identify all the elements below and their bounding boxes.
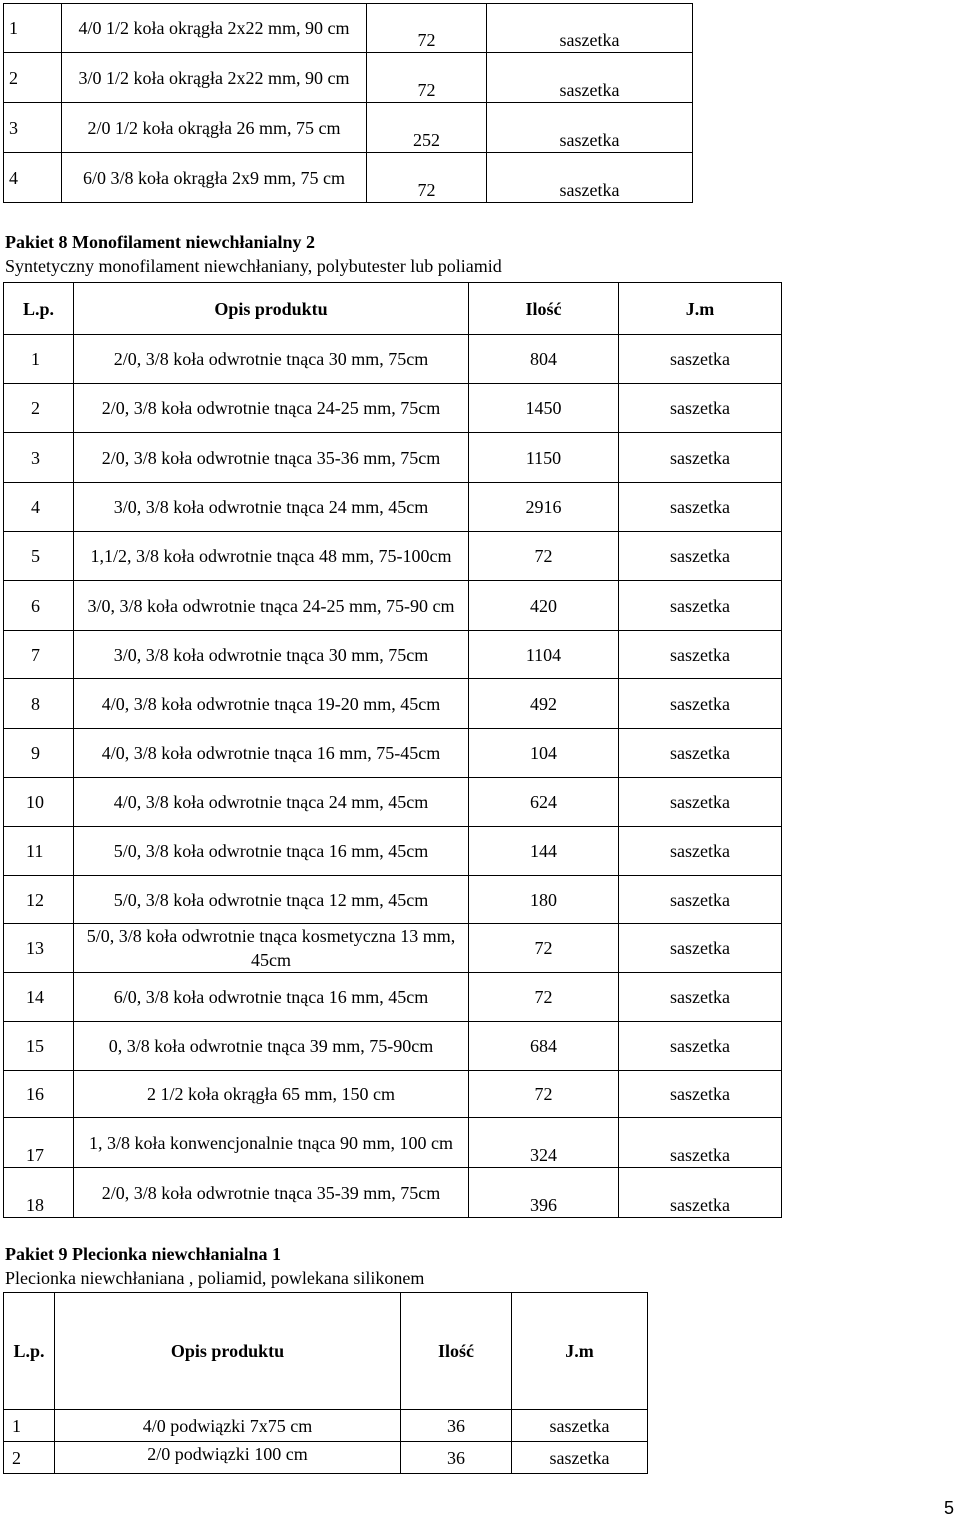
- ilosc-cell: 492: [469, 679, 619, 729]
- ilosc-cell: 72: [469, 532, 619, 581]
- opis-cell: 4/0, 3/8 koła odwrotnie tnąca 24 mm, 45cm: [74, 778, 469, 827]
- table-pakiet8: [3, 282, 782, 1218]
- jm-cell: saszetka: [512, 1410, 648, 1442]
- ilosc-cell: 2916: [469, 483, 619, 532]
- ilosc-cell: 252: [367, 103, 487, 153]
- jm-cell: saszetka: [619, 973, 782, 1022]
- ilosc-cell: 324: [469, 1118, 619, 1168]
- jm-cell: saszetka: [487, 153, 693, 203]
- table-row: [4, 679, 782, 729]
- lp-cell: 1: [4, 1410, 55, 1442]
- ilosc-cell: 72: [469, 1071, 619, 1118]
- ilosc-cell: 36: [401, 1410, 512, 1442]
- opis-cell: 2/0, 3/8 koła odwrotnie tnąca 30 mm, 75cm: [74, 335, 469, 384]
- table-row: [4, 384, 782, 433]
- jm-cell: saszetka: [619, 679, 782, 729]
- jm-cell: saszetka: [487, 103, 693, 153]
- jm-cell: saszetka: [619, 1071, 782, 1118]
- pakiet8-subtitle: Syntetyczny monofilament niewchłaniany, polybutester lub poliamid: [5, 256, 502, 276]
- lp-cell: 16: [4, 1071, 74, 1118]
- jm-cell: saszetka: [487, 53, 693, 103]
- lp-cell: 2: [4, 53, 62, 103]
- table-row: [4, 433, 782, 483]
- table-row: [4, 1118, 782, 1168]
- jm-cell: saszetka: [619, 1022, 782, 1071]
- jm-cell: saszetka: [619, 631, 782, 679]
- jm-cell: saszetka: [619, 335, 782, 384]
- lp-cell: 4: [4, 153, 62, 203]
- table-row: [4, 335, 782, 384]
- table-row: [4, 4, 693, 53]
- opis-cell: 4/0, 3/8 koła odwrotnie tnąca 19-20 mm, 45cm: [74, 679, 469, 729]
- table-row: [4, 532, 782, 581]
- jm-cell: saszetka: [619, 1118, 782, 1168]
- ilosc-cell: 420: [469, 581, 619, 631]
- table-row: [4, 973, 782, 1022]
- table-row: [4, 53, 693, 103]
- pakiet9-heading: [5, 1242, 424, 1290]
- jm-cell: saszetka: [619, 483, 782, 532]
- lp-cell: 9: [4, 729, 74, 778]
- lp-cell: 11: [4, 827, 74, 876]
- jm-cell: saszetka: [619, 729, 782, 778]
- opis-cell: 5/0, 3/8 koła odwrotnie tnąca 12 mm, 45cm: [74, 876, 469, 924]
- opis-cell: 1,1/2, 3/8 koła odwrotnie tnąca 48 mm, 75-100cm: [74, 532, 469, 581]
- page-number: 5: [943, 1498, 954, 1518]
- table-row: [4, 1071, 782, 1118]
- header-opis: Opis produktu: [55, 1293, 401, 1410]
- header-ilosc: Ilość: [469, 283, 619, 335]
- jm-cell: saszetka: [619, 1168, 782, 1218]
- pakiet9-subtitle: Plecionka niewchłaniana , poliamid, powlekana silikonem: [5, 1268, 425, 1288]
- ilosc-cell: 804: [469, 335, 619, 384]
- table-continuation: [3, 3, 693, 203]
- opis-cell: 4/0 1/2 koła okrągła 2x22 mm, 90 cm: [62, 4, 367, 53]
- header-jm: J.m: [512, 1293, 648, 1410]
- table-row: [4, 827, 782, 876]
- lp-cell: 3: [4, 103, 62, 153]
- table-row: [4, 153, 693, 203]
- table-row: [4, 483, 782, 532]
- jm-cell: saszetka: [619, 581, 782, 631]
- lp-cell: 3: [4, 433, 74, 483]
- ilosc-cell: 396: [469, 1168, 619, 1218]
- table-row: [4, 778, 782, 827]
- ilosc-cell: 72: [367, 4, 487, 53]
- ilosc-cell: 36: [401, 1442, 512, 1474]
- jm-cell: saszetka: [619, 433, 782, 483]
- ilosc-cell: 144: [469, 827, 619, 876]
- table-row: [4, 876, 782, 924]
- lp-cell: 12: [4, 876, 74, 924]
- jm-cell: saszetka: [619, 876, 782, 924]
- table-row: [4, 1022, 782, 1071]
- ilosc-cell: 72: [367, 153, 487, 203]
- opis-cell: 2 1/2 koła okrągła 65 mm, 150 cm: [74, 1071, 469, 1118]
- header-lp: L.p.: [4, 1293, 55, 1410]
- header-ilosc: Ilość: [401, 1293, 512, 1410]
- lp-cell: 5: [4, 532, 74, 581]
- lp-cell: 14: [4, 973, 74, 1022]
- table-row: [4, 924, 782, 973]
- jm-cell: saszetka: [512, 1442, 648, 1474]
- opis-cell: 5/0, 3/8 koła odwrotnie tnąca 16 mm, 45cm: [74, 827, 469, 876]
- opis-cell: 3/0, 3/8 koła odwrotnie tnąca 24-25 mm, 75-90 cm: [74, 581, 469, 631]
- opis-cell: 2/0 podwiązki 100 cm: [55, 1442, 401, 1474]
- ilosc-cell: 72: [469, 973, 619, 1022]
- lp-cell: 1: [4, 335, 74, 384]
- table-header-row: [4, 283, 782, 335]
- lp-cell: 2: [4, 384, 74, 433]
- pakiet9-title: Pakiet 9 Plecionka niewchłanialna 1: [5, 1244, 282, 1264]
- table-pakiet9: [3, 1292, 648, 1474]
- ilosc-cell: 104: [469, 729, 619, 778]
- opis-cell: 3/0, 3/8 koła odwrotnie tnąca 24 mm, 45cm: [74, 483, 469, 532]
- opis-cell: 5/0, 3/8 koła odwrotnie tnąca kosmetyczna 13 mm, 45cm: [74, 924, 469, 973]
- table-row: [4, 103, 693, 153]
- jm-cell: saszetka: [619, 827, 782, 876]
- pakiet8-heading: [5, 230, 502, 278]
- jm-cell: saszetka: [487, 4, 693, 53]
- lp-cell: 13: [4, 924, 74, 973]
- opis-cell: 1, 3/8 koła konwencjonalnie tnąca 90 mm, 100 cm: [74, 1118, 469, 1168]
- lp-cell: 1: [4, 4, 62, 53]
- opis-cell: 6/0 3/8 koła okrągła 2x9 mm, 75 cm: [62, 153, 367, 203]
- table-row: [4, 1168, 782, 1218]
- ilosc-cell: 684: [469, 1022, 619, 1071]
- opis-cell: 2/0, 3/8 koła odwrotnie tnąca 24-25 mm, 75cm: [74, 384, 469, 433]
- lp-cell: 6: [4, 581, 74, 631]
- opis-cell: 2/0 1/2 koła okrągła 26 mm, 75 cm: [62, 103, 367, 153]
- table-row: [4, 581, 782, 631]
- table-row: [4, 729, 782, 778]
- pakiet8-title: Pakiet 8 Monofilament niewchłanialny 2: [5, 232, 315, 252]
- lp-cell: 4: [4, 483, 74, 532]
- jm-cell: saszetka: [619, 532, 782, 581]
- ilosc-cell: 624: [469, 778, 619, 827]
- opis-cell: 3/0 1/2 koła okrągła 2x22 mm, 90 cm: [62, 53, 367, 103]
- header-jm: J.m: [619, 283, 782, 335]
- lp-cell: 2: [4, 1442, 55, 1474]
- ilosc-cell: 1104: [469, 631, 619, 679]
- lp-cell: 10: [4, 778, 74, 827]
- header-lp: L.p.: [4, 283, 74, 335]
- opis-cell: 3/0, 3/8 koła odwrotnie tnąca 30 mm, 75cm: [74, 631, 469, 679]
- lp-cell: 15: [4, 1022, 74, 1071]
- table-row: [4, 631, 782, 679]
- table-header-row: [4, 1293, 648, 1410]
- opis-cell: 0, 3/8 koła odwrotnie tnąca 39 mm, 75-90cm: [74, 1022, 469, 1071]
- jm-cell: saszetka: [619, 778, 782, 827]
- lp-cell: 8: [4, 679, 74, 729]
- ilosc-cell: 72: [367, 53, 487, 103]
- ilosc-cell: 1450: [469, 384, 619, 433]
- opis-cell: 4/0, 3/8 koła odwrotnie tnąca 16 mm, 75-45cm: [74, 729, 469, 778]
- opis-cell: 6/0, 3/8 koła odwrotnie tnąca 16 mm, 45cm: [74, 973, 469, 1022]
- lp-cell: 18: [4, 1168, 74, 1218]
- jm-cell: saszetka: [619, 384, 782, 433]
- opis-cell: 4/0 podwiązki 7x75 cm: [55, 1410, 401, 1442]
- ilosc-cell: 1150: [469, 433, 619, 483]
- ilosc-cell: 180: [469, 876, 619, 924]
- opis-cell: 2/0, 3/8 koła odwrotnie tnąca 35-39 mm, 75cm: [74, 1168, 469, 1218]
- lp-cell: 17: [4, 1118, 74, 1168]
- opis-cell: 2/0, 3/8 koła odwrotnie tnąca 35-36 mm, 75cm: [74, 433, 469, 483]
- lp-cell: 7: [4, 631, 74, 679]
- header-opis: Opis produktu: [74, 283, 469, 335]
- jm-cell: saszetka: [619, 924, 782, 973]
- table-row: [4, 1410, 648, 1442]
- ilosc-cell: 72: [469, 924, 619, 973]
- table-row: [4, 1442, 648, 1474]
